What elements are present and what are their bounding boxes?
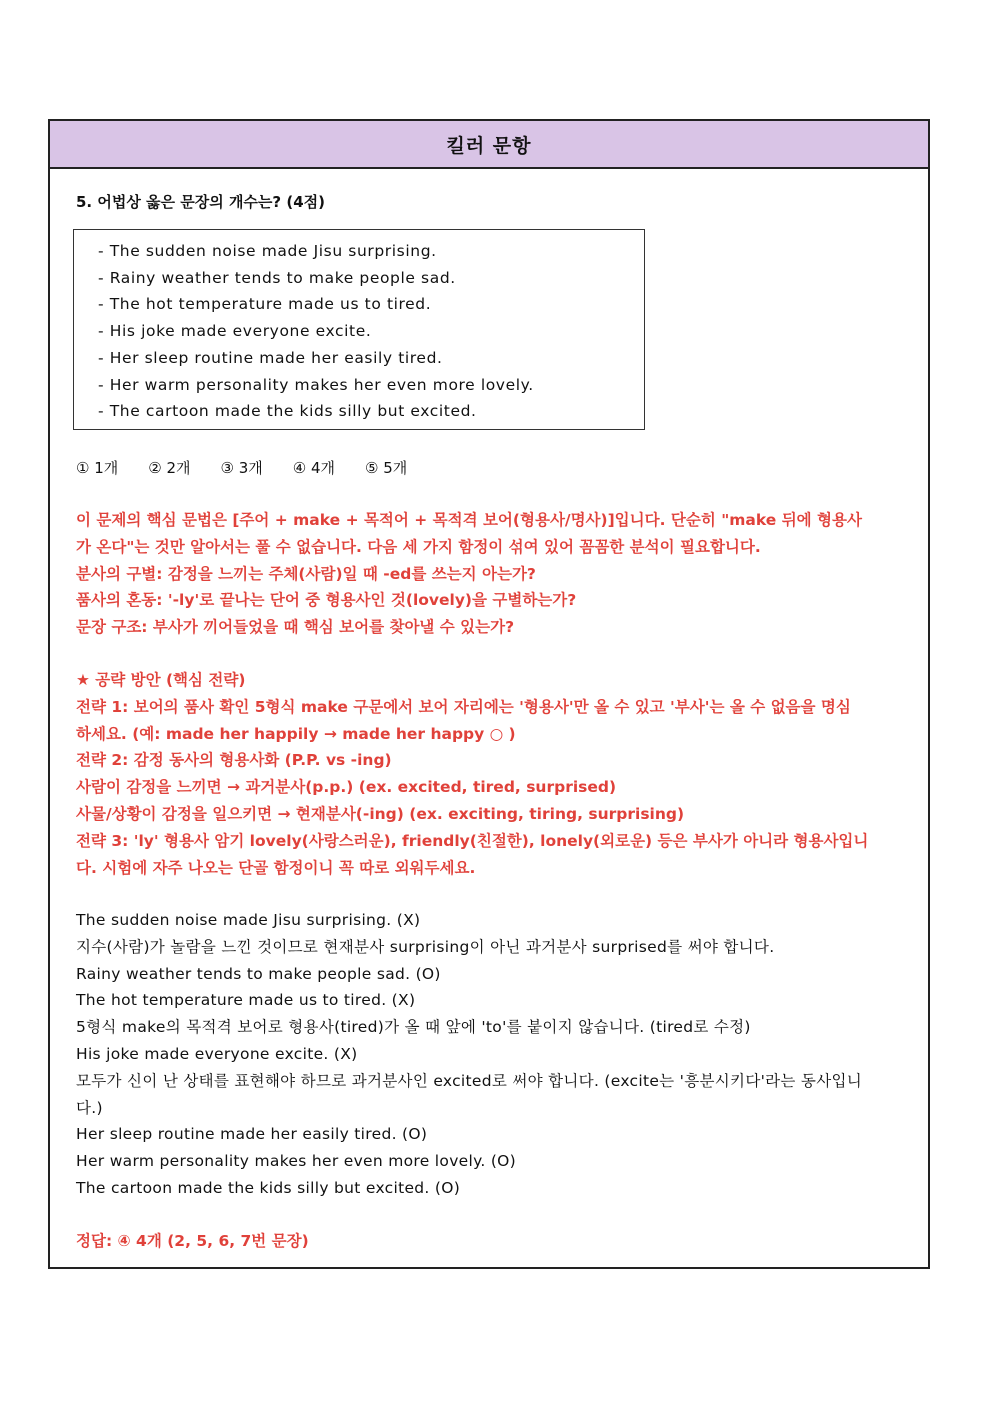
sentence-item: - The hot temperature made us to tired. bbox=[98, 295, 432, 314]
choice-5: ⑤ 5개 bbox=[365, 459, 408, 477]
sentence-item: - Rainy weather tends to make people sad. bbox=[98, 268, 456, 287]
analysis-line: Her sleep routine made her easily tired. (O) bbox=[76, 1125, 428, 1144]
sentence-analysis bbox=[76, 907, 906, 1202]
analysis-line: 지수(사람)가 놀람을 느낀 것이므로 현재분사 surprising이 아닌 과거분사 surprised를 써야 합니다. bbox=[76, 937, 775, 956]
analysis-line: The hot temperature made us to tired. (X) bbox=[76, 991, 416, 1010]
card-title: 킬러 문항 bbox=[446, 134, 532, 157]
sentence-item: - The sudden noise made Jisu surprising. bbox=[98, 242, 437, 260]
intro-line: 품사의 혼동: '-ly'로 끝나는 단어 중 형용사인 것(lovely)을 구별하는가? bbox=[76, 591, 577, 610]
answer-line: 정답: ④ 4개 (2, 5, 6, 7번 문장) bbox=[76, 1232, 309, 1250]
sentence-box bbox=[73, 229, 645, 430]
choice-2: ② 2개 bbox=[148, 459, 191, 477]
strategy-line: 다. 시험에 자주 나오는 단골 함정이니 꼭 따로 외워두세요. bbox=[76, 858, 476, 877]
sentence-item: - Her sleep routine made her easily tired. bbox=[98, 348, 443, 367]
analysis-line: 모두가 신이 난 상태를 표현해야 하므로 과거분사인 excited로 써야 합니다. (excite는 '흥분시키다'라는 동사입니 bbox=[76, 1071, 863, 1090]
analysis-line: 다.) bbox=[76, 1098, 103, 1117]
analysis-line: Her warm personality makes her even more lovely. (O) bbox=[76, 1152, 517, 1171]
answer-choices bbox=[76, 457, 407, 478]
strategy-section bbox=[76, 667, 906, 881]
sentence-item: - His joke made everyone excite. bbox=[98, 322, 372, 341]
choice-4: ④ 4개 bbox=[292, 459, 335, 477]
choice-1: ① 1개 bbox=[76, 459, 119, 477]
intro-line: 분사의 구별: 감정을 느끼는 주체(사람)일 때 -ed를 쓰는지 아는가? bbox=[76, 564, 536, 583]
intro-line: 이 문제의 핵심 문법은 [주어 + make + 목적어 + 목적격 보어(형용사/명사)]입니다. 단순히 "make 뒤에 형용사 bbox=[76, 511, 862, 529]
card-header bbox=[50, 121, 928, 169]
question-card bbox=[48, 119, 930, 1269]
question-title: 5. 어법상 옳은 문장의 개수는? (4점) bbox=[76, 193, 325, 211]
analysis-line: The sudden noise made Jisu surprising. (X) bbox=[76, 911, 421, 929]
strategy-line: 전략 2: 감정 동사의 형용사화 (P.P. vs -ing) bbox=[76, 751, 392, 770]
choice-3: ③ 3개 bbox=[220, 459, 263, 477]
explanation-intro bbox=[76, 507, 906, 641]
sentence-item: - Her warm personality makes her even more lovely. bbox=[98, 375, 534, 394]
strategy-line: 사물/상황이 감정을 일으키면 → 현재분사(-ing) (ex. exciting, tiring, surprising) bbox=[76, 804, 685, 823]
strategy-line: 하세요. (예: made her happily → made her happy ○ ) bbox=[76, 724, 516, 743]
strategy-line: 전략 3: 'ly' 형용사 암기 lovely(사랑스러운), friendly(친절한), lonely(외로운) 등은 부사가 아니라 형용사입니 bbox=[76, 831, 869, 850]
strategy-heading: ★ 공략 방안 (핵심 전략) bbox=[76, 671, 246, 689]
analysis-line: Rainy weather tends to make people sad. (O) bbox=[76, 964, 441, 983]
analysis-line: His joke made everyone excite. (X) bbox=[76, 1044, 358, 1063]
strategy-line: 사람이 감정을 느끼면 → 과거분사(p.p.) (ex. excited, tired, surprised) bbox=[76, 778, 617, 797]
analysis-line: 5형식 make의 목적격 보어로 형용사(tired)가 올 때 앞에 'to'를 붙이지 않습니다. (tired로 수정) bbox=[76, 1018, 751, 1037]
strategy-line: 전략 1: 보어의 품사 확인 5형식 make 구문에서 보어 자리에는 '형용사'만 올 수 있고 '부사'는 올 수 없음을 명심 bbox=[76, 697, 851, 716]
intro-line: 가 온다"는 것만 알아서는 풀 수 없습니다. 다음 세 가지 함정이 섞여 있어 꼼꼼한 분석이 필요합니다. bbox=[76, 537, 761, 556]
intro-line: 문장 구조: 부사가 끼어들었을 때 핵심 보어를 찾아낼 수 있는가? bbox=[76, 618, 515, 637]
sentence-item: - The cartoon made the kids silly but excited. bbox=[98, 402, 477, 421]
analysis-line: The cartoon made the kids silly but excited. (O) bbox=[76, 1178, 461, 1197]
